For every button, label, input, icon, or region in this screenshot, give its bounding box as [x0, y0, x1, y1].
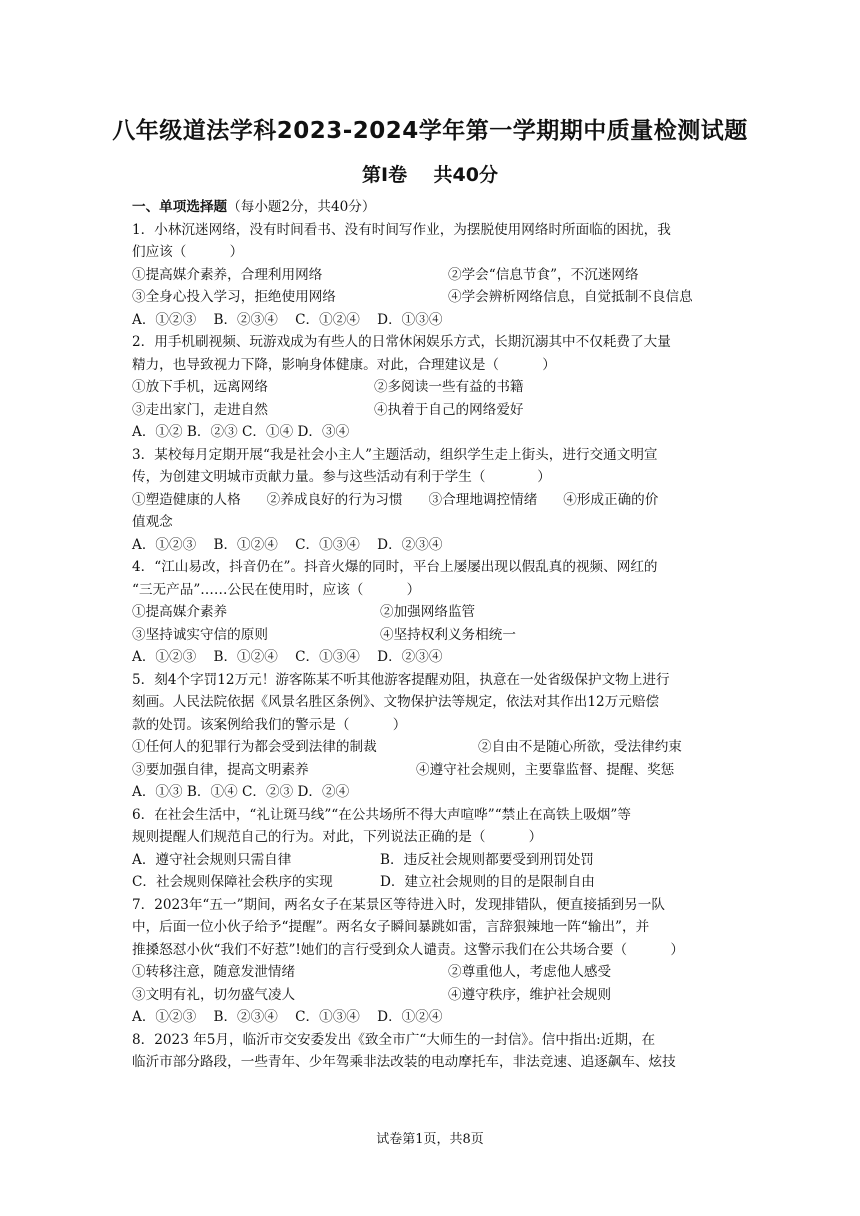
question-stem-line: 5．刻4个字罚12万元！游客陈某不听其他游客提醒劝阻，执意在一处省级保护文物上进行: [132, 671, 670, 688]
exam-content: [132, 196, 732, 1074]
option: B．违反社会规则都要受到刑罚处罚: [380, 851, 594, 868]
question-stem-line: 7．2023年“五一”期间，两名女子在某景区等待进入时，发现排错队，便直接插到另一队: [132, 896, 665, 913]
option-row: [132, 849, 732, 872]
section-title: 一、单项选择题: [132, 199, 228, 215]
option-row: [132, 961, 732, 984]
answer-choices: A．①②③ B．②③④ C．①③④ D．①②④: [132, 1009, 443, 1025]
option: D．建立社会规则的目的是限制自由: [380, 874, 595, 890]
option-row: [132, 984, 732, 1007]
question-8: [132, 1029, 732, 1074]
section-heading: [132, 196, 732, 219]
option-row: [132, 264, 732, 287]
option: ③文明有礼，切勿盛气凌人: [132, 986, 296, 1003]
option: ①转移注意，随意发泄情绪: [132, 964, 296, 980]
option: ③坚持诚实守信的原则: [132, 626, 268, 643]
option: ④学会辨析网络信息，自觉抵制不良信息: [448, 289, 693, 305]
option: ②多阅读一些有益的书籍: [374, 379, 524, 395]
question-6: [132, 804, 732, 894]
question-stem-line: 值观念: [132, 514, 173, 530]
option: ④坚持权利义务相统一: [380, 626, 516, 643]
option: ③走出家门，走进自然: [132, 401, 268, 418]
exam-title: 八年级道法学科2023-2024学年第一学期期中质量检测试题: [112, 118, 748, 144]
question-stem-line: 临沂市部分路段，一些青年、少年驾乘非法改装的电动摩托车，非法竞速、追逐飙车、炫技: [132, 1054, 676, 1070]
answer-choices: A．①② B．②③ C．①④ D．③④: [132, 424, 350, 440]
question-stem-line: 款的处罚。该案例给我们的警示是（ ）: [132, 716, 407, 733]
answer-choices: A．①②③ B．①②④ C．①③④ D．②③④: [132, 536, 443, 553]
answer-choices: A．①②③ B．②③④ C．①②④ D．①③④: [132, 311, 443, 328]
section-note: （每小题2分，共40分）: [227, 199, 376, 215]
option-row: [132, 871, 732, 894]
option-row: [132, 376, 732, 399]
question-stem-line: “三无产品”……公民在使用时，应该（ ）: [132, 581, 421, 598]
question-3: [132, 444, 732, 557]
option: ①任何人的犯罪行为都会受到法律的制裁: [132, 739, 377, 755]
option: ②学会“信息节食”，不沉迷网络: [448, 266, 639, 283]
question-4: [132, 556, 732, 669]
option: ②加强网络监管: [380, 604, 476, 620]
question-7: [132, 894, 732, 1029]
answer-choices: A．①③ B．①④ C．②③ D．②④: [132, 784, 350, 800]
question-stem-line: 推搡怒怼小伙“我们不好惹”!她们的言行受到众人谴责。这警示我们在公共场合要（ ）: [132, 941, 684, 958]
option-row: [132, 759, 732, 782]
option-row: [132, 624, 732, 647]
option: ①提高媒介素养: [132, 604, 228, 620]
page-footer: 试卷第1页，共8页: [376, 1132, 484, 1147]
question-stem-line: 1．小林沉迷网络，没有时间看书、没有时间写作业，为摆脱使用网络时所面临的困扰，我: [132, 221, 671, 238]
question-2: [132, 331, 732, 444]
option: ④执着于自己的网络爱好: [374, 401, 524, 418]
answer-choices: A．①②③ B．①②④ C．①③④ D．②③④: [132, 649, 443, 665]
option: ③要加强自律，提高文明素养: [132, 761, 309, 778]
question-stem-line: ①塑造健康的人格 ②养成良好的行为习惯 ③合理地调控情绪 ④形成正确的价: [132, 491, 659, 508]
question-stem-line: 精力，也导致视力下降，影响身体健康。对此，合理建议是（ ）: [132, 356, 556, 373]
option-row: [132, 286, 732, 309]
question-stem-line: 中，后面一位小伙子给予“提醒”。两名女子瞬间暴跳如雷，言辞狠辣地一阵“输出”，并: [132, 919, 650, 935]
question-stem-line: 刻画。人民法院依据《风景名胜区条例》、文物保护法等规定，依法对其作出12万元赔偿: [132, 694, 660, 710]
option: ②尊重他人，考虑他人感受: [448, 964, 612, 980]
question-stem-line: 3．某校每月定期开展“我是社会小主人”主题活动，组织学生走上街头，进行交通文明宣: [132, 446, 658, 463]
question-stem-line: 8．2023 年5月，临沂市交安委发出《致全市广“大师生的一封信》。信中指出:近期，在: [132, 1031, 656, 1048]
option-row: [132, 736, 732, 759]
question-stem-line: 们应该（ ）: [132, 244, 244, 260]
option-row: [132, 601, 732, 624]
question-stem-line: 4．“江山易改，抖音仍在”。抖音火爆的同时，平台上屡屡出现以假乱真的视频、网红的: [132, 559, 658, 575]
option: ①放下手机，远离网络: [132, 379, 268, 395]
option: ④遵守社会规则，主要靠监督、提醒、奖惩: [416, 761, 675, 778]
option: A．遵守社会规则只需自律: [132, 851, 292, 868]
option: C．社会规则保障社会秩序的实现: [132, 874, 333, 890]
option: ②自由不是随心所欲，受法律约束: [478, 739, 682, 755]
option: ①提高媒介素养，合理利用网络: [132, 266, 323, 283]
question-stem-line: 2．用手机刷视频、玩游戏成为有些人的日常休闲娱乐方式，长期沉溺其中不仅耗费了大量: [132, 334, 671, 350]
option-row: [132, 399, 732, 422]
question-stem-line: 6．在社会生活中，“礼让斑马线”“在公共场所不得大声喧哗”“禁止在高铁上吸烟”等: [132, 806, 631, 823]
question-stem-line: 传，为创建文明城市贡献力量。参与这些活动有利于学生（ ）: [132, 469, 551, 485]
option: ③全身心投入学习，拒绝使用网络: [132, 289, 336, 305]
exam-subtitle: 第Ⅰ卷 共40分: [362, 164, 498, 186]
option: ④遵守秩序，维护社会规则: [448, 986, 612, 1003]
question-1: [132, 219, 732, 332]
question-5: [132, 669, 732, 804]
question-stem-line: 规则提醒人们规范自己的行为。对此，下列说法正确的是（ ）: [132, 829, 543, 845]
